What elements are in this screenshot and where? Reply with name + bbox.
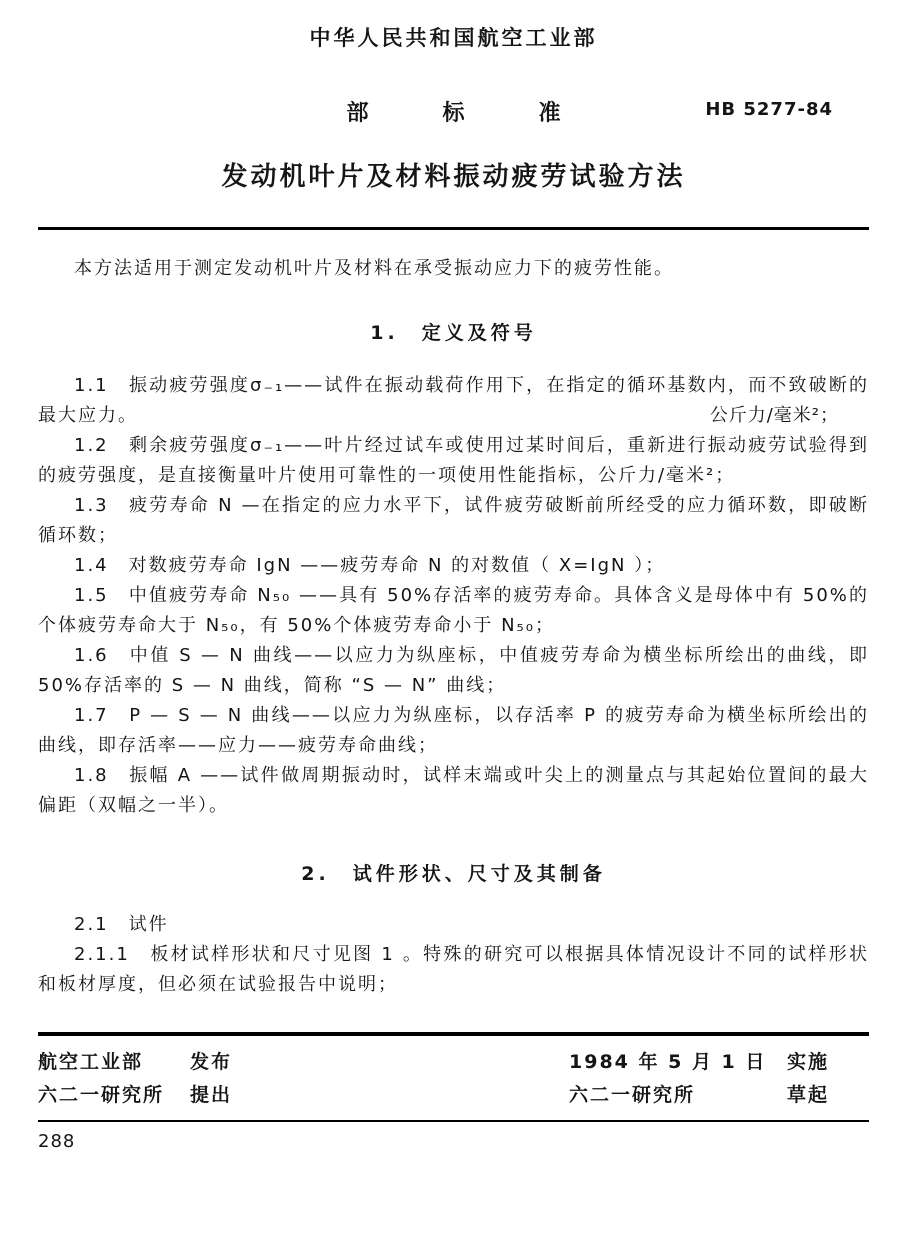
standard-line [38,96,869,126]
para-1-8: 1.8 振幅 A ——试件做周期振动时，试样末端或叶尖上的测量点与其起始位置间的最大偏距（双幅之一半）。 [38,765,869,816]
ministry-header: 中华人民共和国航空工业部 [309,26,598,50]
section-1-heading: 1. 定义及符号 [370,322,537,344]
para-1-7: 1.7 P — S — N 曲线——以应力为纵座标，以存活率 P 的疲劳寿命为横坐标所绘出的曲线，即存活率——应力——疲劳寿命曲线； [38,705,869,756]
para-1-4: 1.4 对数疲劳寿命 IgN ——疲劳寿命 N 的对数值（ X=IgN ）； [74,555,666,576]
title-divider [38,227,869,230]
footer-proposer-org: 六二一研究所 [38,1084,165,1106]
para-1-1 [38,371,869,431]
footer-propose-label: 提出 [190,1084,233,1106]
standard-code: HB 5277-84 [705,99,833,120]
footer [38,1032,869,1152]
standard-type-label: 部 标 准 [346,101,587,126]
footer-issuer-org: 航空工业部 [38,1051,144,1073]
footer-implement-label: 实施 [787,1051,830,1073]
footer-draft-label: 草起 [787,1084,830,1106]
para-1-6: 1.6 中值 S — N 曲线——以应力为纵座标，中值疲劳寿命为横坐标所绘出的曲线，即 50%存活率的 S — N 曲线，简称 “S — N” 曲线； [38,645,869,696]
para-1-2: 1.2 剩余疲劳强度σ₋₁——叶片经过试车或使用过某时间后，重新进行振动疲劳试验得到的疲劳强度，是直接衡量叶片使用可靠性的一项使用性能指标，公斤力/毫米²； [38,435,869,486]
para-1-1-text: 1.1 振动疲劳强度σ₋₁——试件在振动载荷作用下，在指定的循环基数内，而不致破断的最大应力。 [38,375,869,426]
footer-drafter-org: 六二一研究所 [569,1084,696,1106]
para-1-5: 1.5 中值疲劳寿命 N₅₀ ——具有 50%存活率的疲劳寿命。具体含义是母体中有 50%的个体疲劳寿命大于 N₅₀，有 50%个体疲劳寿命小于 N₅₀； [38,585,869,636]
intro-paragraph: 本方法适用于测定发动机叶片及材料在承受振动应力下的疲劳性能。 [74,258,674,279]
para-1-1-unit: 公斤力/毫米²； [709,405,839,426]
footer-bottom-rule [38,1120,869,1122]
section-2-heading: 2. 试件形状、尺寸及其制备 [301,863,606,885]
page-number: 288 [38,1131,76,1152]
para-1-3: 1.3 疲劳寿命 N —在指定的应力水平下，试件疲劳破断前所经受的应力循环数，即破断循环数； [38,495,869,546]
footer-table [38,1036,869,1112]
footer-issue-label: 发布 [190,1051,233,1073]
para-2-1: 2.1 试件 [74,914,169,935]
para-2-1-1: 2.1.1 板材试样形状和尺寸见图 1 。特殊的研究可以根据具体情况设计不同的试样形状和板材厚度，但必须在试验报告中说明； [38,944,869,995]
footer-implement-date: 1984 年 5 月 1 日 [569,1051,767,1073]
document-title: 发动机叶片及材料振动疲劳试验方法 [221,162,686,192]
